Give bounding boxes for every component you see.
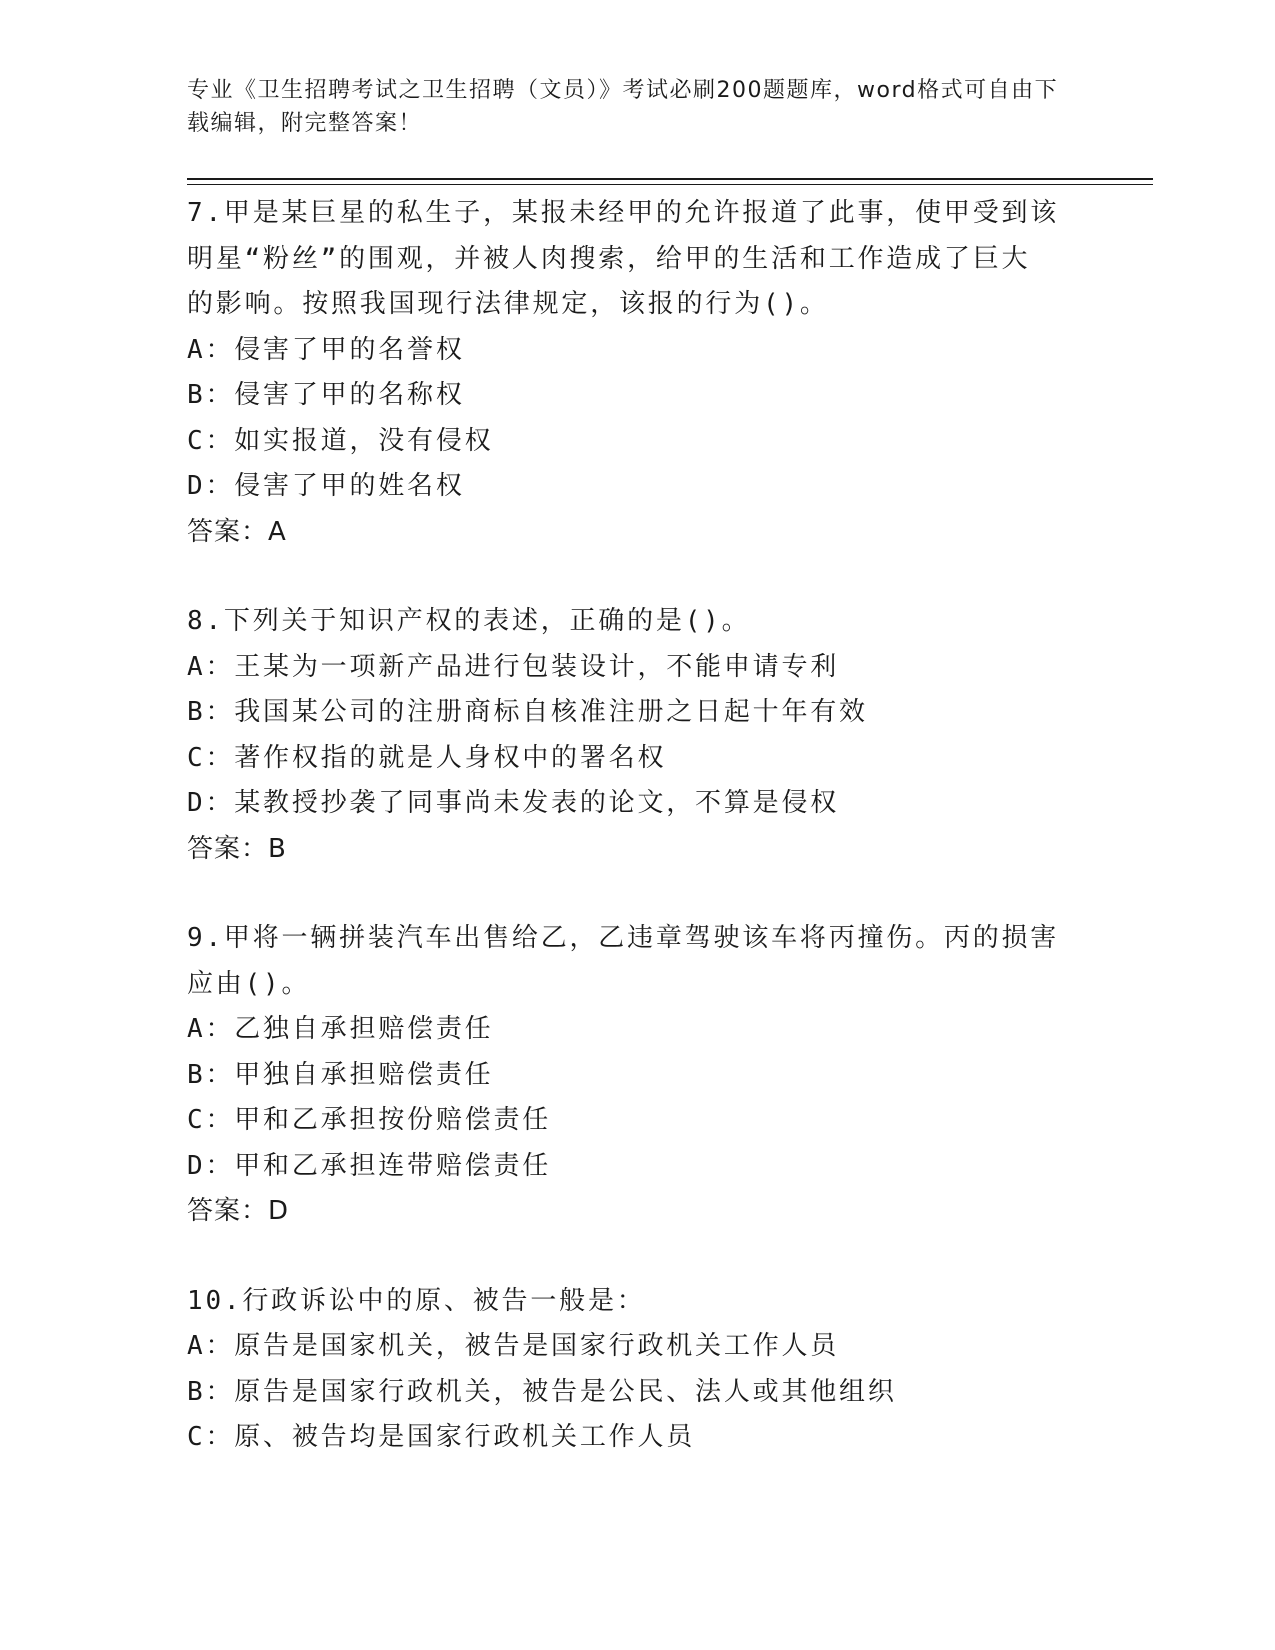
question-list (187, 191, 1067, 1505)
option-c: C：如实报道，没有侵权 (187, 425, 494, 456)
question-stem-line: 8.下列关于知识产权的表述，正确的是()。 (187, 606, 751, 636)
question-9 (187, 916, 1067, 1235)
option-a: A：侵害了甲的名誉权 (187, 334, 465, 365)
question-stem-line: 的影响。按照我国现行法律规定，该报的行为()。 (187, 289, 829, 319)
answer-label: 答案：D (187, 1196, 290, 1226)
header-rule-thick (187, 178, 1153, 180)
answer-label: 答案：B (187, 833, 287, 864)
answer-label: 答案：A (187, 516, 287, 547)
option-c: C：著作权指的就是人身权中的署名权 (187, 742, 667, 773)
option-c: C：原、被告均是国家行政机关工作人员 (187, 1422, 696, 1452)
option-b: B：原告是国家行政机关，被告是公民、法人或其他组织 (187, 1376, 897, 1407)
question-8 (187, 599, 1067, 872)
option-b: B：侵害了甲的名称权 (187, 380, 465, 410)
option-a: A：王某为一项新产品进行包装设计，不能申请专利 (187, 651, 840, 682)
option-d: D：某教授抄袭了同事尚未发表的论文，不算是侵权 (187, 788, 840, 818)
document-header (187, 74, 1067, 140)
header-rule-thin (187, 184, 1153, 185)
option-d: D：甲和乙承担连带赔偿责任 (187, 1150, 552, 1181)
option-a: A：原告是国家机关，被告是国家行政机关工作人员 (187, 1331, 840, 1361)
question-stem-line: 9.甲将一辆拼装汽车出售给乙，乙违章驾驶该车将丙撞伤。丙的损害 (187, 923, 1060, 953)
question-stem-line: 7.甲是某巨星的私生子，某报未经甲的允许报道了此事，使甲受到该 (187, 198, 1060, 228)
option-b: B：我国某公司的注册商标自核准注册之日起十年有效 (187, 697, 868, 727)
question-stem-line: 10.行政诉讼中的原、被告一般是： (187, 1285, 646, 1316)
option-a: A：乙独自承担赔偿责任 (187, 1014, 494, 1044)
header-title: 专业《卫生招聘考试之卫生招聘（文员）》考试必刷200题题库，word格式可自由下载编辑，附完整答案！ (187, 78, 1059, 136)
option-d: D：侵害了甲的姓名权 (187, 471, 465, 501)
question-stem-line: 应由()。 (187, 968, 311, 999)
question-7 (187, 191, 1067, 555)
question-stem-line: 明星“粉丝”的围观，并被人肉搜索，给甲的生活和工作造成了巨大 (187, 243, 1031, 274)
option-b: B：甲独自承担赔偿责任 (187, 1059, 494, 1090)
option-c: C：甲和乙承担按份赔偿责任 (187, 1105, 552, 1135)
question-10 (187, 1279, 1067, 1461)
